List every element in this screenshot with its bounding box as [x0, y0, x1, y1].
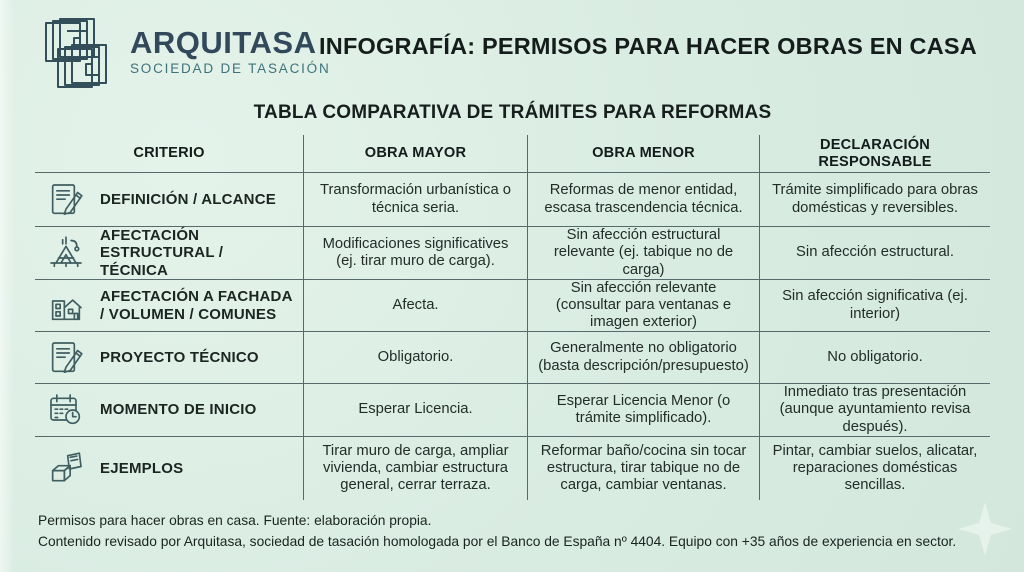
- table-row-criterion: [35, 332, 304, 384]
- arquitasa-logo-icon: [36, 13, 120, 93]
- cell-obra-menor: Sin afección estructural relevante (ej. tabique no de carga): [528, 227, 760, 280]
- table-title: TABLA COMPARATIVA DE TRÁMITES PARA REFORMAS: [253, 102, 772, 123]
- document-pencil-icon: [45, 337, 87, 379]
- criterion-label: AFECTACIÓN ESTRUCTURAL / TÉCNICA: [100, 227, 224, 279]
- cell-declaracion-responsable: No obligatorio.: [760, 332, 990, 384]
- calendar-clock-icon: [45, 389, 87, 431]
- roof-structure-crane-icon: [45, 232, 87, 274]
- footer-disclaimer-line: Contenido revisado por Arquitasa, sociedad de tasación homologada por el Banco de España nº 4404. Equipo con +35 años de experiencia en sector.: [38, 534, 957, 550]
- criterion-label: AFECTACIÓN A FACHADA / VOLUMEN / COMUNES: [100, 288, 293, 323]
- building-facade-icon: [45, 285, 87, 327]
- page-title: INFOGRAFÍA: PERMISOS PARA HACER OBRAS EN CASA: [319, 33, 977, 59]
- table-row-criterion: [35, 227, 304, 280]
- table-row-criterion: [35, 384, 304, 437]
- cell-obra-menor: Reformar baño/cocina sin tocar estructura, tirar tabique no de carga, cambiar ventanas.: [528, 437, 760, 500]
- left-edge-highlight: [0, 0, 14, 572]
- cube-sketch-icon: [45, 448, 87, 490]
- logo-stack-bottom: [58, 45, 106, 87]
- cell-obra-menor: Esperar Licencia Menor (o trámite simplificado).: [528, 384, 760, 437]
- table-row-criterion: [35, 280, 304, 332]
- column-header-criterio: CRITERIO: [35, 135, 304, 172]
- cell-obra-mayor: Afecta.: [304, 280, 528, 332]
- cell-obra-mayor: Tirar muro de carga, ampliar vivienda, cambiar estructura general, cerrar terraza.: [304, 437, 528, 500]
- cell-declaracion-responsable: Sin afección estructural.: [760, 227, 990, 280]
- brand-name: ARQUITASA: [130, 25, 317, 60]
- cell-obra-mayor: Transformación urbanística o técnica seria.: [304, 172, 528, 227]
- cell-obra-menor: Generalmente no obligatorio (basta descripción/presupuesto): [528, 332, 760, 384]
- cell-obra-mayor: Modificaciones significatives (ej. tirar muro de carga).: [304, 227, 528, 280]
- footer-source-line: Permisos para hacer obras en casa. Fuente: elaboración propia.: [38, 513, 432, 528]
- cell-declaracion-responsable: Sin afección significativa (ej. interior): [760, 280, 990, 332]
- criterion-label: PROYECTO TÉCNICO: [100, 348, 259, 366]
- cell-obra-menor: Reformas de menor entidad, escasa trascendencia técnica.: [528, 172, 760, 227]
- cell-obra-mayor: Esperar Licencia.: [304, 384, 528, 437]
- document-pencil-icon: [45, 179, 87, 221]
- logo-stack-top: [46, 19, 94, 61]
- column-header-declaracion-responsable: DECLARACIÓN RESPONSABLE: [818, 136, 932, 170]
- table-row-criterion: [35, 172, 304, 227]
- cell-obra-menor: Sin afección relevante (consultar para ventanas e imagen exterior): [528, 280, 760, 332]
- cell-declaracion-responsable: Inmediato tras presentación (aunque ayuntamiento revisa después).: [760, 384, 990, 437]
- comparison-table: [35, 135, 990, 500]
- cell-obra-mayor: Obligatorio.: [304, 332, 528, 384]
- criterion-label: DEFINICIÓN / ALCANCE: [100, 190, 276, 208]
- cell-declaracion-responsable: Pintar, cambiar suelos, alicatar, reparaciones domésticas sencillas.: [772, 442, 978, 494]
- brand-tagline: SOCIEDAD DE TASACIÓN: [130, 61, 331, 76]
- column-header-obra-menor: OBRA MENOR: [528, 135, 760, 172]
- column-header-obra-mayor: OBRA MAYOR: [304, 135, 528, 172]
- criterion-label: EJEMPLOS: [100, 459, 184, 477]
- footer: [38, 510, 1004, 553]
- criterion-label: MOMENTO DE INICIO: [100, 401, 257, 419]
- cell-declaracion-responsable: Trámite simplificado para obras domésticas y reversibles.: [760, 172, 990, 227]
- table-row-criterion: [35, 437, 304, 500]
